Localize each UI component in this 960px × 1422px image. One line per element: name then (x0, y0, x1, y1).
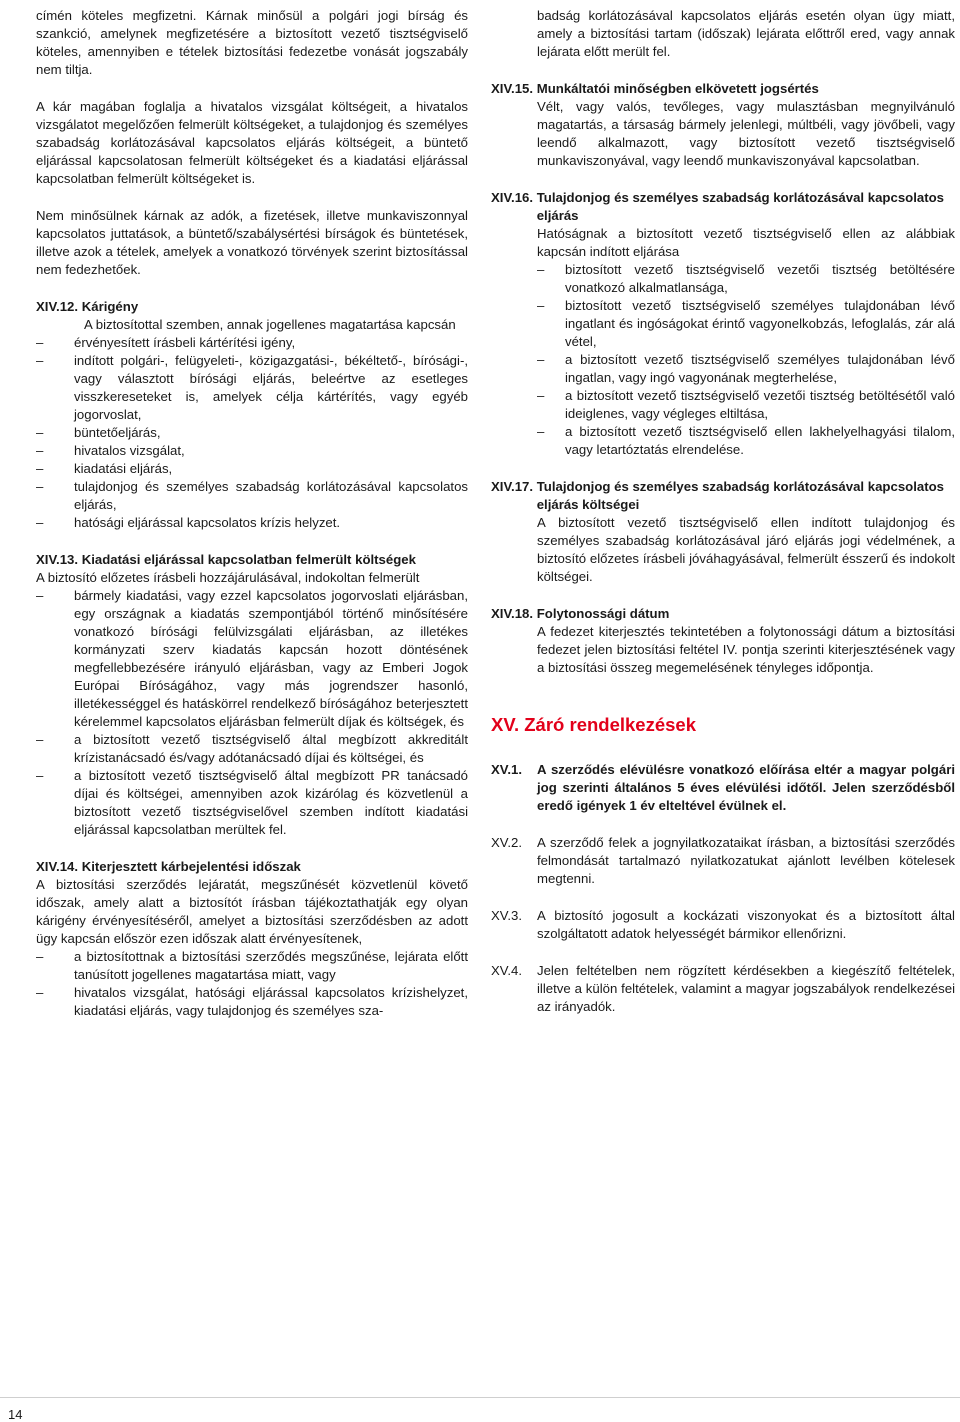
clause-number: XV.3. (491, 908, 523, 923)
continued-paragraph: címén köteles megfizetni. Kárnak minősül a polgári jogi bírság és szankció, amelynek megfizetésére a biztosított vezető tisztségviselő köteles, amennyiben e tételek biztosítási fedezetbe vonását jogszabály nem tiltja. (36, 8, 468, 77)
section-heading (491, 478, 955, 514)
section-heading (491, 189, 955, 225)
list-item: – kiadatási eljárás, (36, 460, 468, 478)
page-number: 14 (8, 1407, 23, 1422)
footer-divider (0, 1397, 960, 1398)
non-damage-paragraph: Nem minősülnek kárnak az adók, a fizetések, illetve munkaviszonnyal kapcsolatos juttatások, a büntető/szabálysértési bírságok és büntetések, illetve azok a tételek, amelyek a vonatkozó törvények szerint biztosítással nem fedezhetőek. (36, 208, 468, 277)
section-xiv-12 (36, 298, 468, 532)
section-xiv-17 (491, 478, 955, 586)
section-body: A fedezet kiterjesztés tekintetében a folytonossági dátum a biztosítási fedezet jelen biztosítási feltétel IV. pontja szerinti kiterjesztésének vagy a biztosítási összeg megemelésének tényleges időpontja. (537, 624, 955, 675)
clause-xv-3 (491, 907, 955, 943)
left-column (36, 7, 468, 1020)
section-heading (36, 551, 468, 569)
continued-list-item: badság korlátozásával kapcsolatos eljárás esetén olyan ügy miatt, amely a biztosítási tartam (időszak) lejárata előttről ered, vagy annak lejárata előtt merült fel. (537, 8, 955, 59)
section-heading (36, 858, 468, 876)
section-title: Tulajdonjog és személyes szabadság korlátozásával kapcsolatos eljárás költségei (536, 479, 944, 512)
list-item: – hatósági eljárással kapcsolatos krízis helyzet. (36, 514, 468, 532)
section-title: Kárigény (81, 299, 139, 314)
list-item: – a biztosított vezető tisztségviselő ellen lakhelyelhagyási tilalom, vagy letartóztatás elrendelése. (537, 423, 955, 459)
section-number: XIV.18. (491, 606, 534, 621)
section-number: XIV.12. (36, 299, 79, 314)
dash-list (36, 334, 468, 532)
list-item: – indított polgári-, felügyeleti-, közigazgatási-, békéltető-, bírósági-, vagy választott bírósági eljárás, beleértve az esetleges visszkereseteket is, amelyek célja kártérítés, vagy egyéb jogorvoslat, (36, 352, 468, 424)
section-heading (491, 605, 955, 623)
list-item: – bármely kiadatási, vagy ezzel kapcsolatos jogorvoslati eljárásban, egy országnak a kiadatás szempontjából történő minősítésére vonatkozó bírósági felülvizsgálati eljárásban, az illetékes kormányzati szerv kiadatás kapcsán hozott döntésének megfellebbezésére irányuló eljárásban, vagy az Emberi Jogok Európai Bíróságához, vagy más jogrendszer hasonló, illetékességgel és hatáskörrel rendelkező bíróságához beterjesztett kérelemmel kapcsolatos eljárásban felmerült díjak és költségek, és (36, 587, 468, 731)
section-xiv-14 (36, 858, 468, 1020)
damage-costs-paragraph: A kár magában foglalja a hivatalos vizsgálat költségeit, a hivatalos vizsgálatot megelőzően felmerült költségeket, a tulajdonjog és személyes szabadság korlátozásával kapcsolatos eljárás költségeit, a büntető eljárással kapcsolatosan felmerült költségeket és a kiadatási eljárással kapcsolatban felmerült költségeket is. (36, 99, 468, 186)
dash-list (36, 587, 468, 839)
section-title: Folytonossági dátum (536, 606, 670, 621)
list-item: – a biztosított vezető tisztségviselő által megbízott akkreditált krízistanácsadó és/vagy adótanácsadó díjai és költségei, és (36, 731, 468, 767)
list-item: – a biztosított vezető tisztségviselő által megbízott PR tanácsadó díjai és költségei, amennyiben azok kizárólag és közvetlenül a biztosított vezető tisztségviselővel szemben indított kiadatási eljárással kapcsolatban merültek fel. (36, 767, 468, 839)
section-title: Munkáltatói minőségben elkövetett jogsértés (536, 81, 819, 96)
section-title: Kiterjesztett kárbejelentési időszak (81, 859, 301, 874)
dash-list (537, 261, 955, 459)
clause-xv-4 (491, 962, 955, 1016)
list-item: – tulajdonjog és személyes szabadság korlátozásával kapcsolatos eljárás, (36, 478, 468, 514)
chapter-title: XV. Záró rendelkezések (491, 714, 696, 735)
clause-text: Jelen feltételben nem rögzített kérdésekben a kiegészítő feltételek, illetve a külön feltételek, valamint a magyar jogszabályok rendelkezései az irányadók. (537, 963, 955, 1014)
section-intro: A biztosító előzetes írásbeli hozzájárulásával, indokoltan felmerült (36, 570, 420, 585)
section-heading (491, 80, 955, 98)
section-number: XIV.14. (36, 859, 79, 874)
section-number: XIV.17. (491, 479, 534, 494)
right-column (491, 7, 955, 1016)
list-item: – hivatalos vizsgálat, hatósági eljárással kapcsolatos krízishelyzet, kiadatási eljárás, vagy tulajdonjog és személyes sza- (36, 984, 468, 1020)
clause-xv-1 (491, 761, 955, 815)
section-xiv-18 (491, 605, 955, 677)
list-item: – hivatalos vizsgálat, (36, 442, 468, 460)
section-xiv-15 (491, 80, 955, 170)
section-title: Kiadatási eljárással kapcsolatban felmerült költségek (81, 552, 416, 567)
clause-number: XV.2. (491, 835, 523, 850)
list-item: – biztosított vezető tisztségviselő személyes tulajdonában lévő ingatlant és ingóságokat érintő vagyonelkobzás, lefoglalás, zár alá vétel, (537, 297, 955, 351)
clause-number: XV.1. (491, 762, 523, 777)
list-item: – a biztosított vezető tisztségviselő személyes tulajdonában lévő ingatlan, vagy ingó vagyonának megterhelése, (537, 351, 955, 387)
clause-text: A szerződő felek a jognyilatkozataikat írásban, a biztosítási szerződés felmondását tartalmazó nyilatkozatukat ajánlott levélben kötelesek megtenni. (537, 835, 955, 886)
clause-text: A biztosító jogosult a kockázati viszonyokat és a biztosított által szolgáltatott adatok helyességét bármikor ellenőrizni. (537, 908, 955, 941)
section-intro: Hatóságnak a biztosított vezető tisztségviselő ellen az alábbiak kapcsán indított eljárása (537, 226, 955, 259)
section-xiv-13 (36, 551, 468, 839)
section-body: A biztosított vezető tisztségviselő ellen indított tulajdonjog és személyes szabadság korlátozásával járó eljárás jogi védelmének, a biztosító előzetes írásbeli jóváhagyásával, felmerült ésszerű és indokolt költségei. (537, 515, 955, 584)
clause-text: A szerződés elévülésre vonatkozó előírása eltér a magyar polgári jog szerinti általános 5 éves elévülési időtől. Jelen szerződésből eredő igények 1 év elteltével évülnek el. (537, 762, 955, 813)
section-number: XIV.16. (491, 190, 534, 205)
clause-xv-2 (491, 834, 955, 888)
list-item: – érvényesített írásbeli kártérítési igény, (36, 334, 468, 352)
list-item: – a biztosított vezető tisztségviselő vezetői tisztség betöltésétől való ideiglenes, vagy végleges eltiltása, (537, 387, 955, 423)
list-item: – a biztosítottnak a biztosítási szerződés megszűnése, lejárata előtt tanúsított jogellenes magatartása miatt, vagy (36, 948, 468, 984)
list-item: – büntetőeljárás, (36, 424, 468, 442)
section-number: XIV.13. (36, 552, 79, 567)
section-intro: A biztosítottal szemben, annak jogellenes magatartása kapcsán (84, 317, 456, 332)
section-number: XIV.15. (491, 81, 534, 96)
section-title: Tulajdonjog és személyes szabadság korlátozásával kapcsolatos eljárás (536, 190, 944, 223)
section-content (537, 225, 955, 459)
clause-number: XV.4. (491, 963, 523, 978)
section-intro: A biztosítási szerződés lejáratát, megszűnését közvetlenül követő időszak, amely alatt a biztosítót írásban tájékoztathatják egy olyan kárigény érvényesítéséről, amelyet a biztosítási szerződésben az adott ügy kapcsán először ezen időszak alatt érvényesítenek, (36, 877, 468, 946)
list-item: – biztosított vezető tisztségviselő vezetői tisztség betöltésére vonatkozó alkalmatlansága, (537, 261, 955, 297)
dash-list (36, 948, 468, 1020)
section-xiv-16 (491, 189, 955, 459)
section-heading (36, 298, 468, 316)
section-body: Vélt, vagy valós, tevőleges, vagy mulasztásban megnyilvánuló magatartás, a társaság bármely jelenlegi, múltbéli, vagy jövőbeli, vagy leendő alkalmazott, vagy biztosított vezető tisztségviselő munkaviszonyával, vagy leendő munkaviszonyával kapcsolatban. (537, 99, 955, 168)
